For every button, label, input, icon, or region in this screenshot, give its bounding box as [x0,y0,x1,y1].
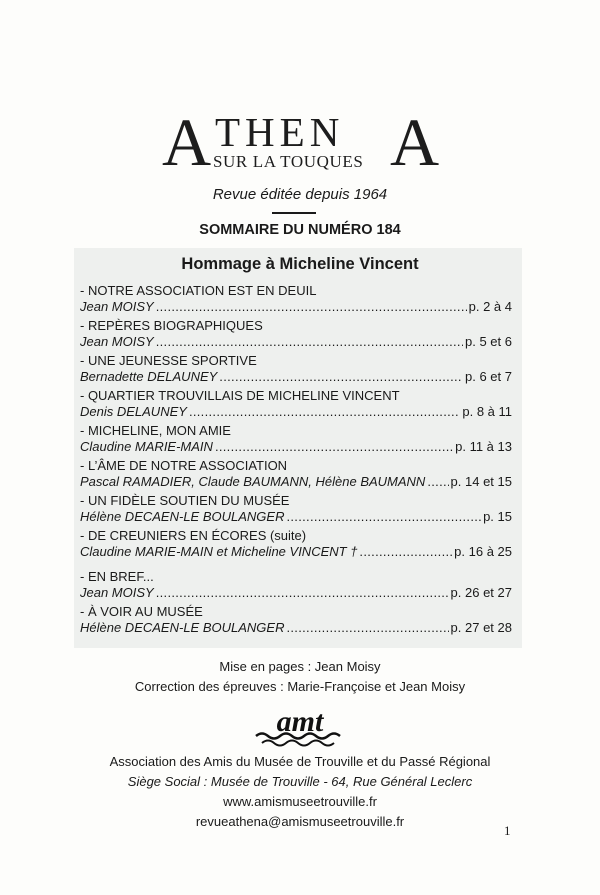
toc-entry [80,283,512,315]
masthead-letter-a-right: A [390,104,440,180]
toc-entry-authors: Pascal RAMADIER, Claude BAUMANN, Hélène BAUMANN [80,474,426,489]
toc-entry-section: - L’ÂME DE NOTRE ASSOCIATION [80,458,288,473]
toc-entry-pages: p. 16 à 25 [454,544,512,559]
toc-entry-section: - UNE JEUNESSE SPORTIVE [80,353,257,368]
dot-leader [286,509,481,525]
masthead-letter-a-left: A [162,104,212,180]
dot-leader [286,620,448,636]
logo-wave [262,741,334,746]
dot-leader [427,474,448,490]
page-number: 1 [504,823,511,838]
toc-entry-line [80,369,512,385]
dot-leader [189,404,460,420]
toc-entry-section: - REPÈRES BIOGRAPHIQUES [80,318,263,333]
toc-entry-line [80,439,512,455]
toc-entry-authors: Jean MOISY [80,334,154,349]
toc-entry-section: - UN FIDÈLE SOUTIEN DU MUSÉE [80,493,290,508]
toc-entry-authors: Hélène DECAEN-LE BOULANGER [80,620,285,635]
toc-entry-line [80,585,512,601]
association-seat: Siège Social : Musée de Trouville - 64, Rue Général Leclerc [127,774,473,789]
toc-entry-pages: p. 8 à 11 [462,404,512,419]
toc-entry-pages: p. 27 et 28 [450,620,512,635]
title-divider [272,212,316,214]
toc-entry-section: - DE CREUNIERS EN ÉCORES (suite) [80,528,307,543]
association-name: Association des Amis du Musée de Trouville et du Passé Régional [109,754,491,769]
amt-logo-icon [250,702,350,750]
toc-entry-line [80,474,512,490]
association-email: revueathena@amismuseetrouville.fr [195,814,405,829]
toc-entry-pages: p. 5 et 6 [465,334,512,349]
toc-entry-authors: Jean MOISY [80,585,154,600]
dot-leader [359,544,452,560]
toc-entry-pages: p. 6 et 7 [465,369,512,384]
toc-entry-section: - EN BREF... [80,569,154,584]
summary-title: SOMMAIRE DU NUMÉRO 184 [199,222,401,238]
toc-entry [80,458,512,490]
toc-entry-pages: p. 26 et 27 [450,585,512,600]
association-website: www.amismuseetrouville.fr [223,794,377,809]
masthead-subtitle: SUR LA TOUQUES [213,152,364,171]
toc-entry-authors: Jean MOISY [80,299,154,314]
toc-entry-authors: Bernadette DELAUNEY [80,369,218,384]
toc-entry-section: - NOTRE ASSOCIATION EST EN DEUIL [80,283,317,298]
toc-entry-pages: p. 15 [483,509,512,524]
toc-entry [80,528,512,560]
toc-entry [80,353,512,385]
dot-leader [215,439,453,455]
credits [0,657,600,697]
athena-masthead [150,104,450,180]
toc-entry-pages: p. 2 à 4 [468,299,512,314]
masthead-letters-then: THEN [215,109,345,155]
toc-entry [80,604,512,636]
toc-entry-authors: Claudine MARIE-MAIN [80,439,213,454]
toc-entry-authors: Claudine MARIE-MAIN et Micheline VINCENT † [80,544,358,559]
toc-entry [80,318,512,350]
layout-credit: Mise en pages : Jean Moisy [219,659,381,674]
toc-entry [80,569,512,601]
toc-entry-line [80,544,512,560]
tagline: Revue éditée depuis 1964 [212,186,388,203]
dot-leader [156,299,467,315]
toc-entry [80,423,512,455]
toc-entry-line [80,299,512,315]
dot-leader [156,334,463,350]
dot-leader [219,369,463,385]
toc-entry [80,493,512,525]
dot-leader [156,585,449,601]
toc-entry [80,388,512,420]
toc-entry-line [80,509,512,525]
toc-entry-line [80,334,512,350]
toc-entry-authors: Denis DELAUNEY [80,404,187,419]
toc-entry-line [80,404,512,420]
toc-entry-section: - QUARTIER TROUVILLAIS DE MICHELINE VINCENT [80,388,400,403]
toc-entry-line [80,620,512,636]
toc-entry-section: - À VOIR AU MUSÉE [80,604,203,619]
toc-entry-pages: p. 14 et 15 [450,474,512,489]
toc-heading: Hommage à Micheline Vincent [181,255,419,273]
toc-entry-pages: p. 11 à 13 [455,439,512,454]
toc-entry-section: - MICHELINE, MON AMIE [80,423,231,438]
association-info [0,752,600,832]
proofreading-credit: Correction des épreuves : Marie-Françoise et Jean Moisy [134,679,466,694]
toc-entry-authors: Hélène DECAEN-LE BOULANGER [80,509,285,524]
amt-logo-text: amt [276,705,324,738]
